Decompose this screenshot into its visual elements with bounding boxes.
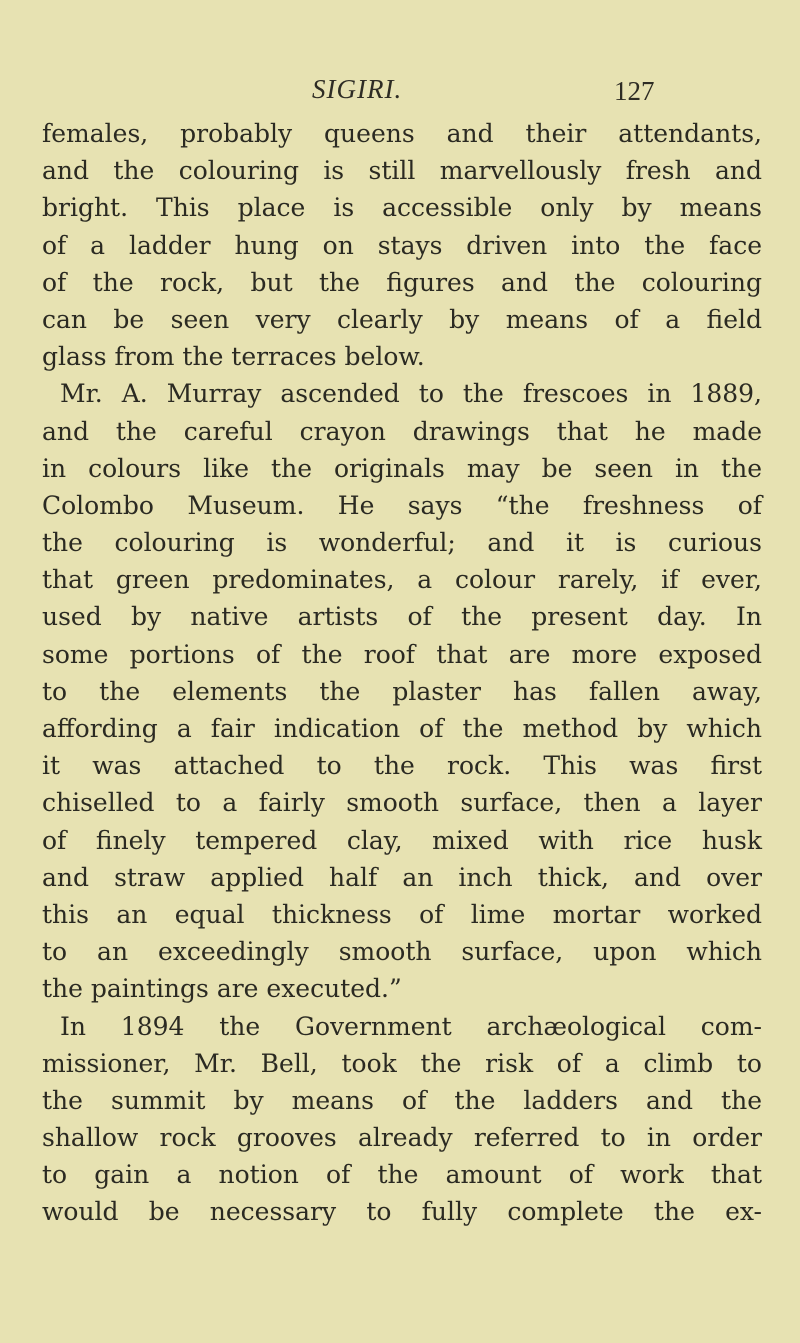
text-line: this an equal thickness of lime mortar worked: [42, 899, 762, 929]
text-line: of finely tempered clay, mixed with rice husk: [42, 825, 762, 855]
text-line: to gain a notion of the amount of work that: [42, 1160, 762, 1190]
text-line: the paintings are executed.”: [42, 974, 402, 1004]
text-line: and the careful crayon drawings that he made: [42, 416, 762, 446]
text-line: chiselled to a fairly smooth surface, then a layer: [42, 788, 762, 818]
text-line: to an exceedingly smooth surface, upon which: [42, 937, 762, 967]
text-line: bright. This place is accessible only by means: [42, 193, 762, 223]
text-line: Colombo Museum. He says “the freshness of: [42, 490, 762, 520]
text-line: used by native artists of the present day. In: [42, 602, 762, 632]
page-number: 127: [614, 76, 655, 106]
text-line: some portions of the roof that are more exposed: [42, 639, 762, 669]
text-line: In 1894 the Government archæological com-: [60, 1011, 762, 1041]
text-line: and the colouring is still marvellously fresh and: [42, 156, 762, 186]
text-line: can be seen very clearly by means of a field: [42, 304, 762, 334]
running-head-title: SIGIRI.: [312, 74, 403, 104]
text-line: Mr. A. Murray ascended to the frescoes in 1889,: [60, 379, 762, 409]
text-line: it was attached to the rock. This was first: [42, 751, 762, 781]
text-line: that green predominates, a colour rarely, if ever,: [42, 565, 762, 595]
text-line: would be necessary to fully complete the ex-: [42, 1197, 762, 1227]
text-line: to the elements the plaster has fallen away,: [42, 676, 762, 706]
text-line: the summit by means of the ladders and the: [42, 1085, 762, 1115]
text-line: females, probably queens and their attendants,: [42, 119, 762, 148]
text-line: the colouring is wonderful; and it is curious: [42, 528, 762, 558]
body-text: [42, 115, 762, 1231]
text-line: missioner, Mr. Bell, took the risk of a climb to: [42, 1048, 762, 1078]
text-line: glass from the terraces below.: [42, 342, 425, 372]
text-line: of a ladder hung on stays driven into the face: [42, 230, 762, 260]
text-line: of the rock, but the figures and the colouring: [42, 267, 762, 297]
text-line: affording a fair indication of the method by which: [42, 714, 762, 743]
text-line: shallow rock grooves already referred to in order: [42, 1123, 762, 1153]
text-line: in colours like the originals may be seen in the: [42, 453, 762, 483]
text-line: and straw applied half an inch thick, and over: [42, 862, 762, 892]
